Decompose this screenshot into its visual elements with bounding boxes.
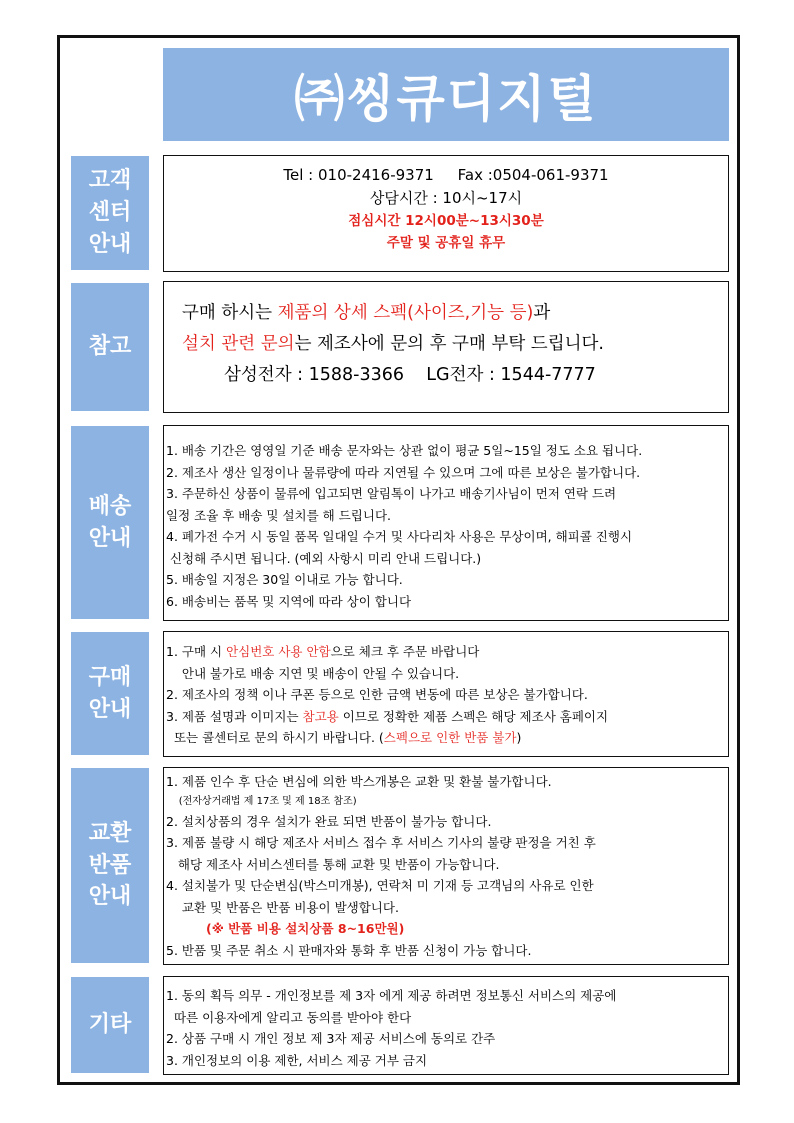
company-banner bbox=[163, 48, 729, 141]
reference-box bbox=[163, 281, 729, 413]
purchase-line-3: 2. 제조사의 정책 이나 쿠폰 등으로 인한 금액 변동에 따른 보상은 불가합니다. bbox=[166, 687, 588, 702]
delivery-line: 1. 배송 기간은 영영일 기준 배송 문자와는 상관 없이 평균 5일~15일 정도 소요 됩니다. bbox=[166, 443, 643, 458]
purchase-line-1: 1. 구매 시 안심번호 사용 안함으로 체크 후 주문 바랍니다 bbox=[166, 644, 480, 659]
closed-days: 주말 및 공휴일 휴무 bbox=[386, 235, 506, 251]
delivery-line: 2. 제조사 생산 일정이나 물류량에 따라 지연될 수 있으며 그에 따른 보상은 불가합니다. bbox=[166, 464, 641, 480]
return-fee-note: (※ 반품 비용 설치상품 8~16만원) bbox=[206, 921, 405, 936]
label-etc: 기타 bbox=[71, 977, 149, 1073]
exchange-line: 해당 제조사 서비스센터를 통해 교환 및 반품이 가능합니다. bbox=[166, 856, 500, 872]
etc-line: 2. 상품 구매 시 개인 정보 제 3자 제공 서비스에 동의로 간주 bbox=[166, 1031, 496, 1046]
contact-phone-line: Tel : 010-2416-9371 Fax :0504-061-9371 bbox=[283, 166, 609, 184]
exchange-box bbox=[163, 767, 729, 965]
delivery-line: 6. 배송비는 품목 및 지역에 따라 상이 합니다 bbox=[166, 593, 412, 609]
label-purchase: 구매 안내 bbox=[71, 632, 149, 755]
customer-center-box bbox=[163, 155, 729, 272]
etc-line: 1. 동의 획득 의무 - 개인정보를 제 3자 에게 제공 하려면 정보통신 서비스의 제공에 bbox=[166, 988, 617, 1003]
exchange-line: 3. 제품 불량 시 해당 제조사 서비스 접수 후 서비스 기사의 불량 판정을 거친 후 bbox=[166, 835, 596, 850]
lunch-hours: 점심시간 12시00분~13시30분 bbox=[348, 213, 544, 229]
label-reference: 참고 bbox=[71, 283, 149, 411]
etc-line: 3. 개인정보의 이용 제한, 서비스 제공 거부 금지 bbox=[166, 1052, 428, 1068]
exchange-line: 5. 반품 및 주문 취소 시 판매자와 통화 후 반품 신청이 가능 합니다. bbox=[166, 942, 532, 958]
delivery-line: 4. 폐가전 수거 시 동일 품목 일대일 수거 및 사다리차 사용은 무상이며, 해피콜 진행시 bbox=[166, 529, 633, 544]
exchange-line: 1. 제품 인수 후 단순 변심에 의한 박스개봉은 교환 및 환불 불가합니다. bbox=[166, 774, 552, 789]
delivery-line: 일정 조율 후 배송 및 설치를 해 드립니다. bbox=[166, 507, 391, 523]
delivery-line: 5. 배송일 지정은 30일 이내로 가능 합니다. bbox=[166, 572, 403, 587]
delivery-box bbox=[163, 425, 729, 621]
label-exchange-return: 교환 반품 안내 bbox=[71, 768, 149, 963]
label-delivery: 배송 안내 bbox=[71, 426, 149, 619]
exchange-line: 교환 및 반품은 반품 비용이 발생합니다. bbox=[166, 899, 399, 915]
exchange-line: 4. 설치불가 및 단순변심(박스미개봉), 연락처 미 기재 등 고객님의 사유로 인한 bbox=[166, 878, 594, 893]
purchase-line-4: 3. 제품 설명과 이미지는 참고용 이므로 정확한 제품 스펙은 해당 제조사 홈페이지 bbox=[166, 708, 609, 724]
manufacturer-contacts: 삼성전자 : 1588-3366 LG전자 : 1544-7777 bbox=[224, 365, 596, 385]
etc-line: 따른 이용자에게 알리고 동의를 받아야 한다 bbox=[166, 1009, 412, 1025]
consult-hours: 상담시간 : 10시~17시 bbox=[369, 189, 523, 207]
company-name: ㈜씽큐디지털 bbox=[294, 69, 598, 128]
etc-box bbox=[163, 976, 729, 1075]
purchase-line-2: 안내 불가로 배송 지연 및 배송이 안될 수 있습니다. bbox=[166, 665, 460, 681]
reference-line-1: 구매 하시는 제품의 상세 스펙(사이즈,기능 등)과 bbox=[182, 303, 551, 323]
purchase-line-5: 또는 콜센터로 문의 하시기 바랍니다. (스펙으로 인한 반품 불가) bbox=[166, 730, 522, 745]
reference-line-2: 설치 관련 문의는 제조사에 문의 후 구매 부탁 드립니다. bbox=[182, 334, 604, 354]
delivery-line: 3. 주문하신 상품이 물류에 입고되면 알림톡이 나가고 배송기사님이 먼저 연락 드려 bbox=[166, 486, 617, 501]
purchase-box bbox=[163, 631, 729, 757]
delivery-line: 신청해 주시면 됩니다. (예외 사항시 미리 안내 드립니다.) bbox=[166, 550, 482, 566]
exchange-law-note: (전자상거래법 제 17조 및 제 18조 참조) bbox=[166, 795, 357, 807]
label-customer-center: 고객 센터 안내 bbox=[71, 156, 149, 270]
exchange-line: 2. 설치상품의 경우 설치가 완료 되면 반품이 불가능 합니다. bbox=[166, 813, 492, 829]
